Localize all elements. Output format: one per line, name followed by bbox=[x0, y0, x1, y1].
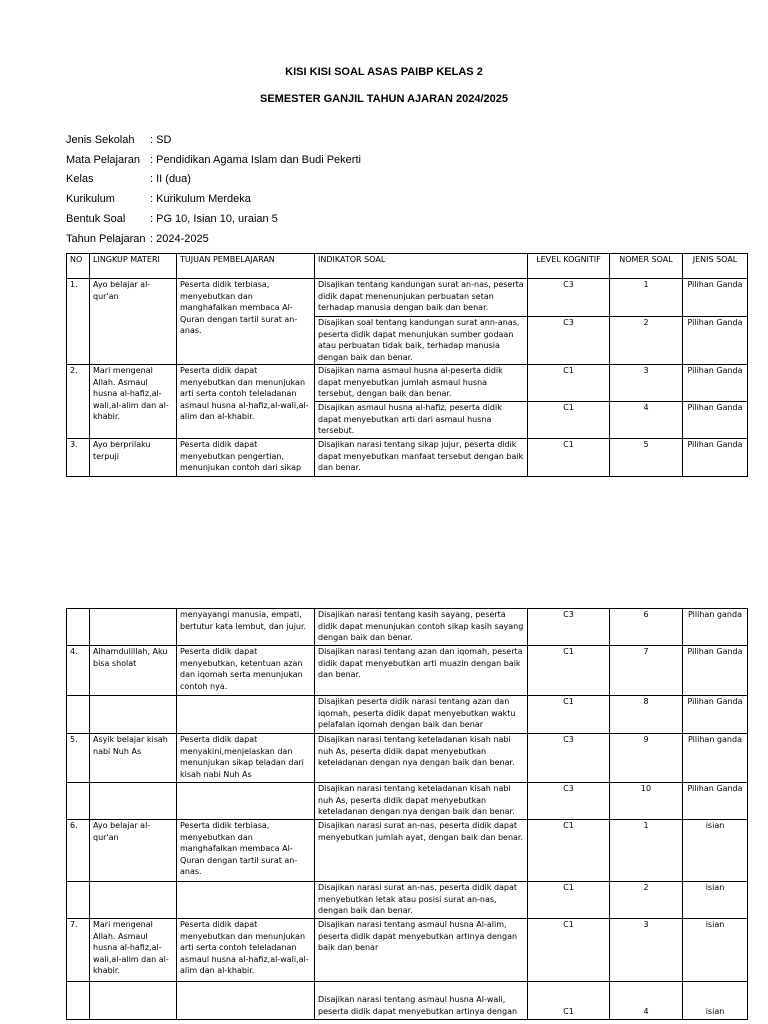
cell-materi bbox=[90, 882, 177, 919]
cell-jenis: Pilihan Ganda bbox=[683, 402, 748, 439]
cell-level: C1 bbox=[528, 919, 610, 982]
cell-no: 4. bbox=[67, 646, 90, 696]
header-lingkup-materi: LINGKUP MATERI bbox=[90, 254, 177, 279]
cell-materi bbox=[90, 982, 177, 1020]
cell-level: C1 bbox=[528, 402, 610, 439]
cell-materi: Ayo belajar al-qur'an bbox=[90, 279, 177, 365]
cell-indikator: Disajikan narasi tentang keteladanan kisah nabi nuh As, peserta didik dapat menyebutkan keteladanan dengan nya dengan baik dan benar. bbox=[315, 783, 528, 820]
cell-no: 3. bbox=[67, 439, 90, 477]
table-row bbox=[67, 783, 748, 820]
cell-tujuan: Peserta didik dapat menyebutkan, ketentuan azan dan iqomah serta menunjukan contoh nya. bbox=[177, 646, 315, 696]
cell-jenis: isian bbox=[683, 919, 748, 982]
cell-jenis: isian bbox=[683, 982, 748, 1020]
header-indikator-soal: INDIKATOR SOAL bbox=[315, 254, 528, 279]
meta-label: Jenis Sekolah bbox=[66, 134, 135, 146]
cell-indikator: Disajikan narasi tentang keteladanan kisah nabi nuh As, peserta didik dapat menyebutkan keteladanan dengan nya dengan baik dan benar. bbox=[315, 734, 528, 783]
cell-level: C1 bbox=[528, 820, 610, 882]
cell-tujuan: Peserta didik dapat menyakini,menjelaskan dan menunjukan sikap teladan dari kisah nabi Nuh As bbox=[177, 734, 315, 783]
cell-tujuan bbox=[177, 982, 315, 1020]
cell-tujuan: Peserta didik dapat menyebutkan pengertian, menunjukan contoh dari sikap bbox=[177, 439, 315, 477]
meta-label: Kurikulum bbox=[66, 193, 115, 205]
cell-jenis: Pilihan Ganda bbox=[683, 317, 748, 365]
meta-value: : II (dua) bbox=[150, 173, 191, 185]
header-nomer-soal: NOMER SOAL bbox=[610, 254, 683, 279]
meta-value: : SD bbox=[150, 134, 172, 146]
cell-jenis: Pilihan ganda bbox=[683, 734, 748, 783]
cell-materi: Mari mengenal Allah. Asmaul husna al-hafiz,al-wali,al-alim dan al-khabir. bbox=[90, 365, 177, 439]
cell-nomer: 4 bbox=[610, 402, 683, 439]
cell-indikator: Disajikan soal tentang kandungan surat ann-anas, peserta didik dapat menunjukan sumber godaan atau perbuatan tidak baik, terhadap manusia dengan baik dan benar. bbox=[315, 317, 528, 365]
cell-indikator: Disajikan nama asmaul husna al-peserta didik dapat menyebutkan jumlah asmaul husna tersebut, dengan baik dan benar. bbox=[315, 365, 528, 402]
table-row bbox=[67, 820, 748, 882]
cell-indikator: Disajikan narasi tentang sikap jujur, peserta didik dapat menyebutkan manfaat tersebut dengan baik dan benar. bbox=[315, 439, 528, 477]
cell-no: 1. bbox=[67, 279, 90, 365]
cell-level: C1 bbox=[528, 646, 610, 696]
cell-tujuan: Peserta didik dapat menyebutkan dan menunjukan arti serta contoh teleladanan asmaul husna al-hafiz,al-wali,al-alim dan al-khabir. bbox=[177, 365, 315, 439]
header-jenis-soal: JENIS SOAL bbox=[683, 254, 748, 279]
cell-nomer: 2 bbox=[610, 882, 683, 919]
cell-materi: Mari mengenal Allah. Asmaul husna al-hafiz,al-wali,al-alim dan al-khabir. bbox=[90, 919, 177, 982]
cell-level: C3 bbox=[528, 609, 610, 646]
cell-materi bbox=[90, 696, 177, 734]
cell-level: C1 bbox=[528, 882, 610, 919]
cell-materi: Asyik belajar kisah nabi Nuh As bbox=[90, 734, 177, 783]
cell-jenis: Pilihan Ganda bbox=[683, 365, 748, 402]
cell-tujuan: menyayangi manusia, empati, bertutur kata lembut, dan jujur. bbox=[177, 609, 315, 646]
meta-label: Mata Pelajaran bbox=[66, 154, 140, 166]
table-row bbox=[67, 609, 748, 646]
cell-tujuan bbox=[177, 882, 315, 919]
cell-nomer: 8 bbox=[610, 696, 683, 734]
cell-nomer: 9 bbox=[610, 734, 683, 783]
cell-nomer: 7 bbox=[610, 646, 683, 696]
meta-value: : Kurikulum Merdeka bbox=[150, 193, 251, 205]
meta-value: : Pendidikan Agama Islam dan Budi Pekerti bbox=[150, 154, 361, 166]
cell-jenis: isian bbox=[683, 820, 748, 882]
cell-nomer: 5 bbox=[610, 439, 683, 477]
cell-no: 6. bbox=[67, 820, 90, 882]
header-no: NO bbox=[67, 254, 90, 279]
cell-level: C3 bbox=[528, 783, 610, 820]
header-tujuan-pembelajaran: TUJUAN PEMBELAJARAN bbox=[177, 254, 315, 279]
cell-tujuan: Peserta didik terbiasa, menyebutkan dan manghafalkan membaca Al-Quran dengan tartil surat an-anas. bbox=[177, 279, 315, 365]
table-header-row bbox=[67, 254, 748, 279]
cell-no bbox=[67, 783, 90, 820]
meta-value: : 2024-2025 bbox=[150, 233, 209, 245]
cell-tujuan: Peserta didik dapat menyebutkan dan menunjukan arti serta contoh teleladanan asmaul husna al-hafiz,al-wali,al-alim dan al-khabir. bbox=[177, 919, 315, 982]
cell-level: C3 bbox=[528, 279, 610, 317]
cell-nomer: 3 bbox=[610, 365, 683, 402]
table-row bbox=[67, 919, 748, 982]
cell-materi: Alhamdulillah, Aku bisa sholat bbox=[90, 646, 177, 696]
cell-tujuan bbox=[177, 696, 315, 734]
meta-label: Tahun Pelajaran bbox=[66, 233, 146, 245]
cell-jenis: Pilihan Ganda bbox=[683, 646, 748, 696]
cell-tujuan: Peserta didik terbiasa, menyebutkan dan manghafalkan membaca Al-Quran dengan tartil surat an-anas. bbox=[177, 820, 315, 882]
cell-materi bbox=[90, 609, 177, 646]
cell-jenis: Pilihan Ganda bbox=[683, 696, 748, 734]
table-row bbox=[67, 439, 748, 477]
cell-nomer: 4 bbox=[610, 982, 683, 1020]
cell-indikator: Disajikan narasi surat an-nas, peserta didik dapat menyebutkan letak atau posisi surat an-nas, dengan baik dan benar. bbox=[315, 882, 528, 919]
table-row bbox=[67, 365, 748, 402]
cell-indikator: Disajikan narasi tentang asmaul husna Al-wali, peserta didik dapat menyebutkan artinya dengan bbox=[315, 982, 528, 1020]
cell-level: C3 bbox=[528, 317, 610, 365]
cell-indikator: Disajikan narasi tentang kasih sayang, peserta didik dapat menunjukan contoh sikap kasih sayang dengan baik dan benar. bbox=[315, 609, 528, 646]
document-title: KISI KISI SOAL ASAS PAIBP KELAS 2 bbox=[285, 66, 483, 78]
cell-nomer: 6 bbox=[610, 609, 683, 646]
cell-jenis: Pilihan Ganda bbox=[683, 783, 748, 820]
cell-jenis: isian bbox=[683, 882, 748, 919]
cell-nomer: 1 bbox=[610, 820, 683, 882]
cell-indikator: Disajikan asmaul husna al-hafiz, peserta didik dapat menyebutkan arti dari asmaul husna tersebut. bbox=[315, 402, 528, 439]
cell-level: C3 bbox=[528, 734, 610, 783]
table-row bbox=[67, 982, 748, 1020]
cell-no: 2. bbox=[67, 365, 90, 439]
header-level-kognitif: LEVEL KOGNITIF bbox=[528, 254, 610, 279]
table-row bbox=[67, 734, 748, 783]
cell-materi: Ayo berprilaku terpuji bbox=[90, 439, 177, 477]
cell-jenis: Pilihan ganda bbox=[683, 609, 748, 646]
document-subtitle: SEMESTER GANJIL TAHUN AJARAN 2024/2025 bbox=[260, 93, 508, 105]
cell-nomer: 1 bbox=[610, 279, 683, 317]
cell-jenis: Pilihan Ganda bbox=[683, 439, 748, 477]
cell-no: 7. bbox=[67, 919, 90, 982]
cell-indikator: Disajikan narasi tentang asmaul husna Al-alim, peserta didik dapat menyebutkan artinya dengan baik dan benar bbox=[315, 919, 528, 982]
cell-level: C1 bbox=[528, 365, 610, 402]
cell-no bbox=[67, 882, 90, 919]
cell-jenis: Pilihan Ganda bbox=[683, 279, 748, 317]
cell-no bbox=[67, 696, 90, 734]
meta-value: : PG 10, Isian 10, uraian 5 bbox=[150, 213, 278, 225]
cell-no bbox=[67, 609, 90, 646]
cell-indikator: Disajikan tentang kandungan surat an-nas, peserta didik dapat menenunjukan perbuatan setan terhadap manusia dengan baik dan benar. bbox=[315, 279, 528, 317]
table-row bbox=[67, 696, 748, 734]
cell-indikator: Disajikan narasi surat an-nas, peserta didik dapat menyebutkan jumlah ayat, dengan baik dan benar. bbox=[315, 820, 528, 882]
cell-no: 5. bbox=[67, 734, 90, 783]
kisi-kisi-table-page-2 bbox=[66, 608, 748, 1020]
cell-indikator: Disajikan peserta didik narasi tentang azan dan iqomah, peserta didik dapat menyebutkan waktu pelafalan iqomah dengan baik dan benar bbox=[315, 696, 528, 734]
cell-materi bbox=[90, 783, 177, 820]
cell-materi: Ayo belajar al-qur'an bbox=[90, 820, 177, 882]
cell-nomer: 3 bbox=[610, 919, 683, 982]
cell-indikator: Disajikan narasi tentang azan dan iqomah, peserta didik dapat menyebutkan arti muazin dengan baik dan benar. bbox=[315, 646, 528, 696]
cell-level: C1 bbox=[528, 982, 610, 1020]
cell-no bbox=[67, 982, 90, 1020]
table-row bbox=[67, 279, 748, 317]
cell-level: C1 bbox=[528, 439, 610, 477]
cell-tujuan bbox=[177, 783, 315, 820]
cell-level: C1 bbox=[528, 696, 610, 734]
meta-label: Bentuk Soal bbox=[66, 213, 126, 225]
cell-nomer: 2 bbox=[610, 317, 683, 365]
cell-nomer: 10 bbox=[610, 783, 683, 820]
kisi-kisi-table-page-1 bbox=[66, 253, 748, 477]
table-row bbox=[67, 882, 748, 919]
meta-label: Kelas bbox=[66, 173, 94, 185]
table-row bbox=[67, 646, 748, 696]
